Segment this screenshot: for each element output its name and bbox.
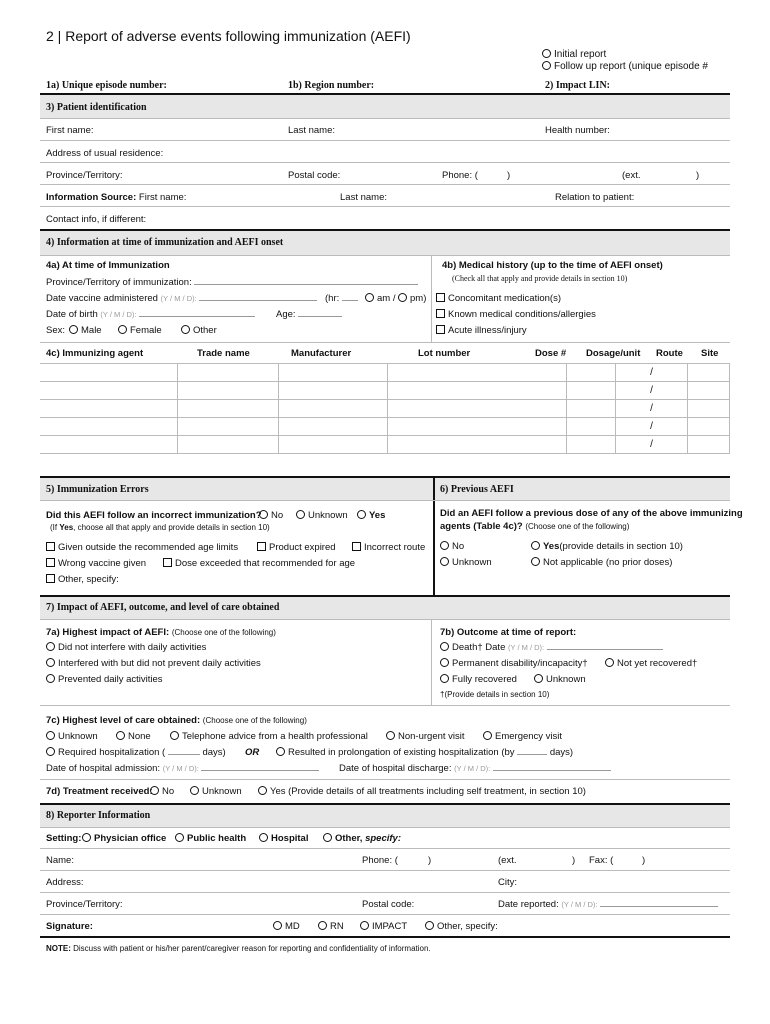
ext-close: ) xyxy=(696,170,700,181)
radio-icon xyxy=(259,833,268,842)
signature-md-option[interactable]: MD xyxy=(273,921,300,932)
wrong-vaccine-checkbox[interactable]: Wrong vaccine given xyxy=(46,558,146,569)
reporter-ext-close: ) xyxy=(572,855,576,866)
checkbox-icon xyxy=(46,574,55,583)
radio-icon xyxy=(46,731,55,740)
radio-icon xyxy=(605,658,614,667)
address-field[interactable]: Address of usual residence: xyxy=(46,148,164,159)
table-header-agent: 4c) Immunizing agent xyxy=(46,348,144,359)
pm-option[interactable]: pm) xyxy=(398,293,426,304)
reporter-ext-field[interactable]: (ext. xyxy=(498,855,517,866)
radio-icon xyxy=(531,541,540,550)
dagger-note: †(Provide details in section 10) xyxy=(440,690,550,699)
table-cell[interactable]: / xyxy=(616,400,688,418)
table-header-dosage: Dosage/unit xyxy=(586,348,641,359)
table-cell[interactable] xyxy=(687,418,729,436)
table-cell[interactable] xyxy=(279,400,388,418)
divider xyxy=(40,342,730,343)
section-5-note: (If Yes, choose all that apply and provide details in section 10) xyxy=(50,523,270,532)
table-cell[interactable] xyxy=(687,400,729,418)
radio-icon xyxy=(190,786,199,795)
table-cell[interactable] xyxy=(279,436,388,454)
hour-field[interactable]: (hr: xyxy=(325,293,358,304)
setting-label: Setting: xyxy=(46,833,82,844)
table-cell[interactable] xyxy=(178,382,279,400)
section-7a-title: 7a) Highest impact of AEFI: (Choose one of the following) xyxy=(46,627,276,638)
section-5-header: 5) Immunization Errors xyxy=(46,484,149,495)
radio-icon xyxy=(440,658,449,667)
reporter-province-field[interactable]: Province/Territory: xyxy=(46,899,123,910)
age-field[interactable]: Age: xyxy=(276,309,342,320)
radio-icon xyxy=(150,786,159,795)
table-row xyxy=(40,382,730,400)
table-cell[interactable] xyxy=(567,382,616,400)
table-header-dose: Dose # xyxy=(535,348,567,359)
setting-other-option[interactable]: Other, specify: xyxy=(323,833,401,844)
radio-icon xyxy=(323,833,332,842)
sex-female-option[interactable]: Female xyxy=(118,325,162,336)
sex-label: Sex: xyxy=(46,325,66,336)
radio-icon xyxy=(69,325,78,334)
table-cell[interactable] xyxy=(567,436,616,454)
radio-icon xyxy=(534,674,543,683)
impact-no-interference-option[interactable]: Did not interfere with daily activities xyxy=(46,642,206,653)
table-row xyxy=(40,400,730,418)
sex-male-option[interactable]: Male xyxy=(69,325,102,336)
table-row xyxy=(40,436,730,454)
sex-other-option[interactable]: Other xyxy=(181,325,217,336)
fill-line xyxy=(342,300,358,301)
table-cell[interactable] xyxy=(730,400,731,418)
section-3-header: 3) Patient identification xyxy=(46,102,147,113)
table-cell[interactable] xyxy=(178,364,279,382)
table-header-site: Site xyxy=(701,348,719,359)
radio-icon xyxy=(259,510,268,519)
checkbox-icon xyxy=(46,558,55,567)
table-cell[interactable] xyxy=(730,364,731,382)
table-cell[interactable] xyxy=(567,400,616,418)
table-cell[interactable] xyxy=(567,418,616,436)
section-7b-title: 7b) Outcome at time of report: xyxy=(440,627,577,638)
table-cell[interactable]: / xyxy=(616,382,688,400)
divider xyxy=(40,870,730,871)
reporter-fax-close: ) xyxy=(642,855,646,866)
fill-line xyxy=(298,316,342,317)
table-cell[interactable] xyxy=(40,382,178,400)
table-cell[interactable] xyxy=(388,382,567,400)
table-cell[interactable] xyxy=(178,418,279,436)
radio-icon xyxy=(46,642,55,651)
reporter-phone-close: ) xyxy=(428,855,432,866)
radio-icon xyxy=(46,747,55,756)
reporter-address-field[interactable]: Address: xyxy=(46,877,84,888)
impact-prevented-option[interactable]: Prevented daily activities xyxy=(46,674,163,685)
radio-icon xyxy=(425,921,434,930)
fill-line xyxy=(194,284,418,285)
radio-icon xyxy=(440,541,449,550)
section-5-question: Did this AEFI follow an incorrect immunization? xyxy=(46,510,262,521)
table-cell[interactable] xyxy=(178,400,279,418)
checkbox-icon xyxy=(257,542,266,551)
radio-icon xyxy=(483,731,492,740)
table-cell[interactable] xyxy=(40,418,178,436)
outcome-unknown-option[interactable]: Unknown xyxy=(534,674,586,685)
reporter-postal-field[interactable]: Postal code: xyxy=(362,899,415,910)
section-4b-title: 4b) Medical history (up to the time of AEFI onset) xyxy=(442,260,663,271)
checkbox-icon xyxy=(436,325,445,334)
checkbox-icon xyxy=(436,309,445,318)
table-cell[interactable] xyxy=(388,364,567,382)
previous-yes-option[interactable]: Yes(provide details in section 10) xyxy=(531,541,683,552)
divider xyxy=(40,255,730,256)
phone-field[interactable]: Phone: ( xyxy=(442,170,478,181)
section-4a-title: 4a) At time of Immunization xyxy=(46,260,170,271)
error-unknown-option[interactable]: Unknown xyxy=(296,510,348,521)
phone-close: ) xyxy=(507,170,511,181)
divider xyxy=(40,914,730,915)
table-row xyxy=(40,364,730,382)
patient-first-name-field[interactable]: First name: xyxy=(46,125,94,136)
region-number-label: 1b) Region number: xyxy=(288,80,375,91)
treatment-unknown-option[interactable]: Unknown xyxy=(190,786,242,797)
table-row xyxy=(40,418,730,436)
section-7-header: 7) Impact of AEFI, outcome, and level of care obtained xyxy=(46,602,280,613)
or-label: OR xyxy=(245,747,260,758)
divider xyxy=(40,500,730,501)
table-cell[interactable] xyxy=(40,400,178,418)
impact-interfered-option[interactable]: Interfered with but did not prevent daily activities xyxy=(46,658,261,669)
table-cell[interactable] xyxy=(730,436,731,454)
radio-icon xyxy=(365,293,374,302)
product-expired-checkbox[interactable]: Product expired xyxy=(257,542,336,553)
radio-icon xyxy=(542,49,551,58)
health-number-field[interactable]: Health number: xyxy=(545,125,610,136)
divider xyxy=(40,118,730,119)
page-title: 2 | Report of adverse events following immunization (AEFI) xyxy=(46,28,411,44)
outcome-permanent-option[interactable]: Permanent disability/incapacity† xyxy=(440,658,588,669)
signature-field[interactable]: Signature: xyxy=(46,921,93,932)
radio-icon xyxy=(440,674,449,683)
table-header-manufacturer: Manufacturer xyxy=(291,348,352,359)
radio-icon xyxy=(398,293,407,302)
section-6-question-line1: Did an AEFI follow a previous dose of any of the above immunizing xyxy=(440,508,743,519)
signature-other-option[interactable]: Other, specify: xyxy=(425,921,498,932)
checkbox-icon xyxy=(46,542,55,551)
radio-icon xyxy=(386,731,395,740)
relation-to-patient[interactable]: Relation to patient: xyxy=(555,192,635,203)
error-yes-option[interactable]: Yes xyxy=(357,510,385,521)
radio-icon xyxy=(175,833,184,842)
section-7c-title: 7c) Highest level of care obtained: (Choose one of the following) xyxy=(46,715,307,726)
outcome-fully-recovered-option[interactable]: Fully recovered xyxy=(440,674,517,685)
table-cell[interactable] xyxy=(279,418,388,436)
fill-line xyxy=(517,754,547,755)
table-cell[interactable] xyxy=(730,382,731,400)
radio-icon xyxy=(296,510,305,519)
divider xyxy=(40,848,730,849)
radio-icon xyxy=(46,674,55,683)
known-conditions-checkbox[interactable]: Known medical conditions/allergies xyxy=(436,309,596,320)
divider xyxy=(40,206,730,207)
footer-note: NOTE: Discuss with patient or his/her parent/caregiver reason for reporting and confidentiality of information. xyxy=(46,944,431,953)
reporter-name-field[interactable]: Name: xyxy=(46,855,74,866)
immunizing-agent-table xyxy=(40,363,730,454)
radio-icon xyxy=(360,921,369,930)
table-cell[interactable] xyxy=(279,364,388,382)
table-cell[interactable]: / xyxy=(616,364,688,382)
treatment-yes-option[interactable]: Yes (Provide details of all treatments including self treatment, in section 10) xyxy=(258,786,586,797)
radio-icon xyxy=(357,510,366,519)
concomitant-medication-checkbox[interactable]: Concomitant medication(s) xyxy=(436,293,561,304)
section-4b-note: (Check all that apply and provide details in section 10) xyxy=(452,274,628,283)
signature-impact-option[interactable]: IMPACT xyxy=(360,921,407,932)
radio-icon xyxy=(440,557,449,566)
episode-number-label: 1a) Unique episode number: xyxy=(46,80,167,91)
care-telephone-option[interactable]: Telephone advice from a health professional xyxy=(170,731,368,742)
reporter-fax-field[interactable]: Fax: ( xyxy=(589,855,614,866)
radio-icon xyxy=(542,61,551,70)
date-reported-field[interactable]: Date reported: (Y / M / D): xyxy=(498,899,718,910)
radio-icon xyxy=(531,557,540,566)
table-cell[interactable] xyxy=(687,436,729,454)
info-source-first-name[interactable]: Information Source: First name: xyxy=(46,192,187,203)
radio-icon xyxy=(82,833,91,842)
table-cell[interactable] xyxy=(388,436,567,454)
age-limits-checkbox[interactable]: Given outside the recommended age limits xyxy=(46,542,238,553)
divider xyxy=(40,892,730,893)
not-applicable-option[interactable]: Not applicable (no prior doses) xyxy=(531,557,672,568)
outcome-death-option[interactable]: Death† Date (Y / M / D): xyxy=(440,642,663,653)
date-of-birth-field[interactable]: Date of birth (Y / M / D): xyxy=(46,309,255,320)
province-field[interactable]: Province/Territory: xyxy=(46,170,123,181)
radio-icon xyxy=(181,325,190,334)
error-no-option[interactable]: No xyxy=(259,510,283,521)
incorrect-route-checkbox[interactable]: Incorrect route xyxy=(352,542,425,553)
divider xyxy=(433,476,435,596)
divider xyxy=(40,184,730,185)
radio-icon xyxy=(170,731,179,740)
table-cell[interactable] xyxy=(687,364,729,382)
table-cell[interactable] xyxy=(40,436,178,454)
radio-icon xyxy=(440,642,449,651)
radio-icon xyxy=(258,786,267,795)
followup-report-option[interactable]: Follow up report (unique episode # xyxy=(542,61,708,72)
divider xyxy=(431,255,432,343)
checkbox-icon xyxy=(436,293,445,302)
table-header-route: Route xyxy=(656,348,683,359)
radio-icon xyxy=(276,747,285,756)
date-vaccine-administered-field[interactable]: Date vaccine administered (Y / M / D): xyxy=(46,293,317,304)
table-cell[interactable] xyxy=(388,400,567,418)
section-6-header: 6) Previous AEFI xyxy=(440,484,514,495)
table-header-lot-number: Lot number xyxy=(418,348,471,359)
divider xyxy=(40,140,730,141)
required-hospitalization-option[interactable]: Required hospitalization ( days) xyxy=(46,747,226,758)
care-non-urgent-option[interactable]: Non-urgent visit xyxy=(386,731,465,742)
province-immunization-field[interactable]: Province/Territory of immunization: xyxy=(46,277,418,288)
fill-line xyxy=(547,649,663,650)
prolonged-hospitalization-option[interactable]: Resulted in prolongation of existing hospitalization (by days) xyxy=(276,747,573,758)
contact-info-field[interactable]: Contact info, if different: xyxy=(46,214,147,225)
table-header-trade-name: Trade name xyxy=(197,348,250,359)
info-source-last-name[interactable]: Last name: xyxy=(340,192,387,203)
setting-public-health-option[interactable]: Public health xyxy=(175,833,246,844)
table-cell[interactable]: / xyxy=(616,436,688,454)
table-cell[interactable] xyxy=(687,382,729,400)
fill-line xyxy=(600,906,718,907)
care-emergency-option[interactable]: Emergency visit xyxy=(483,731,562,742)
divider xyxy=(40,162,730,163)
divider xyxy=(40,705,730,706)
table-cell[interactable] xyxy=(567,364,616,382)
dose-exceeded-checkbox[interactable]: Dose exceeded that recommended for age xyxy=(163,558,355,569)
postal-code-field[interactable]: Postal code: xyxy=(288,170,341,181)
table-cell[interactable] xyxy=(279,382,388,400)
admission-date-field[interactable]: Date of hospital admission: (Y / M / D): xyxy=(46,763,319,774)
divider xyxy=(40,827,730,828)
fill-line xyxy=(168,754,200,755)
setting-hospital-option[interactable]: Hospital xyxy=(259,833,308,844)
reporter-city-field[interactable]: City: xyxy=(498,877,517,888)
fill-line xyxy=(199,300,317,301)
ext-field[interactable]: (ext. xyxy=(622,170,641,181)
divider xyxy=(40,779,730,780)
table-cell[interactable] xyxy=(178,436,279,454)
section-4-header: 4) Information at time of immunization and AEFI onset xyxy=(46,237,284,248)
discharge-date-field[interactable]: Date of hospital discharge: (Y / M / D): xyxy=(339,763,611,774)
section-8-header: 8) Reporter Information xyxy=(46,810,151,821)
previous-unknown-option[interactable]: Unknown xyxy=(440,557,492,568)
radio-icon xyxy=(273,921,282,930)
care-none-option[interactable]: None xyxy=(116,731,151,742)
signature-rn-option[interactable]: RN xyxy=(318,921,344,932)
checkbox-icon xyxy=(163,558,172,567)
fill-line xyxy=(139,316,255,317)
treatment-no-option[interactable]: No xyxy=(150,786,174,797)
divider xyxy=(40,619,730,620)
patient-last-name-field[interactable]: Last name: xyxy=(288,125,335,136)
fill-line xyxy=(201,770,319,771)
checkbox-icon xyxy=(352,542,361,551)
am-option[interactable]: am / xyxy=(365,293,395,304)
impact-lin-label: 2) Impact LIN: xyxy=(545,80,610,91)
initial-report-option[interactable]: Initial report xyxy=(542,49,606,60)
reporter-phone-field[interactable]: Phone: ( xyxy=(362,855,398,866)
table-cell[interactable] xyxy=(730,418,731,436)
divider xyxy=(40,936,730,938)
other-error-checkbox[interactable]: Other, specify: xyxy=(46,574,119,585)
table-cell[interactable] xyxy=(40,364,178,382)
previous-no-option[interactable]: No xyxy=(440,541,464,552)
section-7d-title: 7d) Treatment received: xyxy=(46,786,153,797)
fill-line xyxy=(493,770,611,771)
outcome-not-recovered-option[interactable]: Not yet recovered† xyxy=(605,658,697,669)
table-cell[interactable]: / xyxy=(616,418,688,436)
care-unknown-option[interactable]: Unknown xyxy=(46,731,98,742)
section-6-question-line2: agents (Table 4c)? (Choose one of the following) xyxy=(440,521,630,532)
setting-physician-option[interactable]: Physician office xyxy=(82,833,166,844)
table-cell[interactable] xyxy=(388,418,567,436)
radio-icon xyxy=(116,731,125,740)
radio-icon xyxy=(118,325,127,334)
radio-icon xyxy=(318,921,327,930)
divider xyxy=(431,619,432,705)
radio-icon xyxy=(46,658,55,667)
acute-illness-checkbox[interactable]: Acute illness/injury xyxy=(436,325,527,336)
